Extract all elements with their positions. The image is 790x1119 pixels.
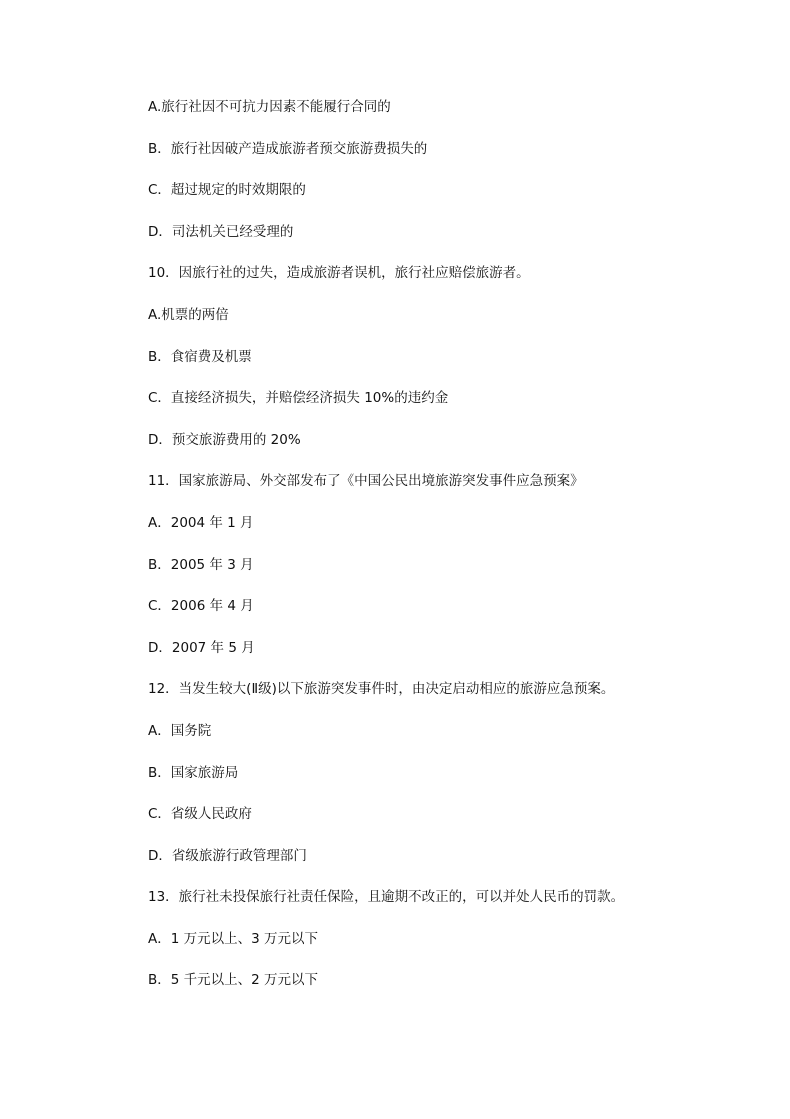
option-text: C．省级人民政府 [148, 806, 252, 823]
question-text: 12．当发生较大(Ⅱ级)以下旅游突发事件时，由决定启动相应的旅游应急预案。 [148, 681, 615, 698]
option-text: B．5 千元以上、2 万元以下 [148, 972, 319, 989]
option-text: A．2004 年 1 月 [148, 514, 254, 531]
option-text: C．超过规定的时效期限的 [148, 182, 306, 199]
option-text: A.旅行社因不可抗力因素不能履行合同的 [148, 99, 391, 115]
option-text: B．国家旅游局 [148, 764, 239, 781]
option-text: C．直接经济损失，并赔偿经济损失 10%的违约金 [148, 390, 449, 407]
question-text: 10．因旅行社的过失，造成旅游者误机，旅行社应赔偿旅游者。 [148, 265, 530, 282]
option-text: B．旅行社因破产造成旅游者预交旅游费损失的 [148, 140, 428, 157]
option-text: D．司法机关已经受理的 [148, 223, 294, 240]
document-body [148, 97, 624, 1012]
option-text: C．2006 年 4 月 [148, 598, 254, 615]
option-text: B．食宿费及机票 [148, 348, 252, 365]
option-text: A．1 万元以上、3 万元以下 [148, 930, 318, 947]
option-text: D．2007 年 5 月 [148, 639, 255, 656]
option-text: D．预交旅游费用的 20% [148, 431, 301, 448]
option-text: B．2005 年 3 月 [148, 556, 254, 573]
option-text: D．省级旅游行政管理部门 [148, 847, 307, 864]
question-text: 11．国家旅游局、外交部发布了《中国公民出境旅游突发事件应急预案》 [148, 473, 584, 490]
option-text: A.机票的两倍 [148, 306, 229, 323]
option-text: A．国务院 [148, 722, 212, 739]
question-text: 13．旅行社未投保旅行社责任保险，且逾期不改正的，可以并处人民币的罚款。 [148, 889, 625, 906]
